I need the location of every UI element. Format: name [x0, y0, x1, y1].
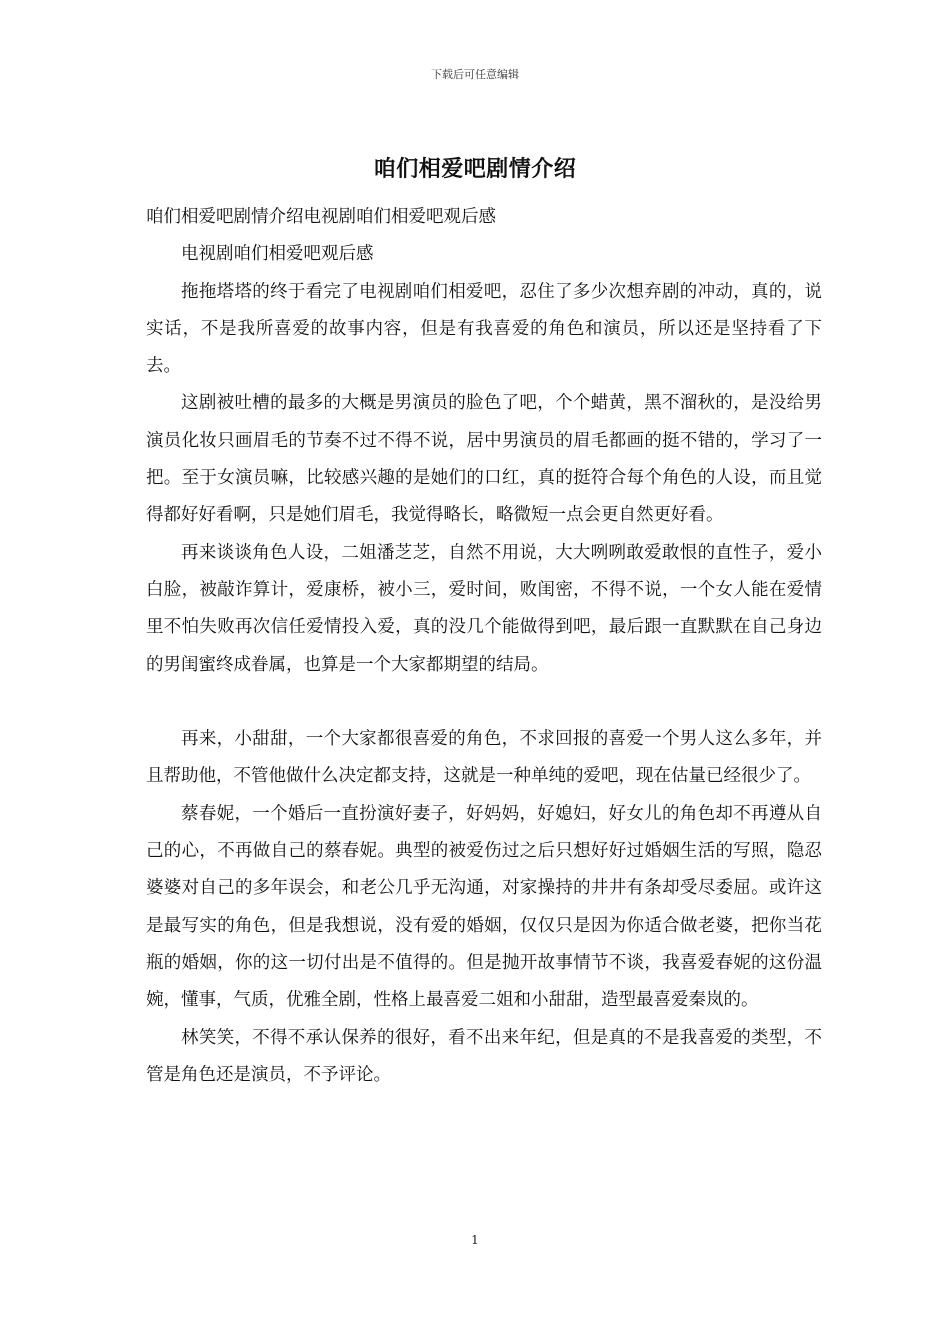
section-heading: 电视剧咱们相爱吧观后感	[181, 244, 374, 265]
page-number: 1	[471, 1233, 479, 1247]
paragraph-1: 拖拖塔塔的终于看完了电视剧咱们相爱吧，忍住了多少次想弃剧的冲动，真的，说实话，不是我所喜爱的故事内容，但是有我喜爱的角色和演员，所以还是坚持看了下去。	[146, 281, 822, 377]
document-title: 咱们相爱吧剧情介绍	[373, 156, 577, 182]
paragraph-6: 林笑笑，不得不承认保养的很好，看不出来年纪，但是真的不是我喜爱的类型，不管是角色还是演员，不予评论。	[146, 1027, 822, 1085]
paragraph-5: 蔡春妮，一个婚后一直扮演好妻子，好妈妈，好媳妇，好女儿的角色却不再遵从自己的心，不再做自己的蔡春妮。典型的被爱伤过之后只想好好过婚姻生活的写照，隐忍婆婆对自己的多年误会，和老公几乎无沟通，对家操持的井井有条却受尽委屈。或许这是最写实的角色，但是我想说，没有爱的婚姻，仅仅只是因为你适合做老婆，把你当花瓶的婚姻，你的这一切付出是不值得的。但是抛开故事情节不谈，我喜爱春妮的这份温婉，懂事，气质，优雅全剧，性格上最喜爱二姐和小甜甜，造型最喜爱秦岚的。	[146, 803, 822, 1011]
document-body	[146, 199, 822, 1094]
paragraph-3: 再来谈谈角色人设，二姐潘芝芝，自然不用说，大大咧咧敢爱敢恨的直性子，爱小白脸，被敲诈算计，爱康桥，被小三，爱时间，败闺密，不得不说，一个女人能在爱情里不怕失败再次信任爱情投入爱，真的没几个能做得到吧，最后跟一直默默在自己身边的男闺蜜终成眷属，也算是一个大家都期望的结局。	[146, 542, 822, 675]
paragraph-4: 再来，小甜甜，一个大家都很喜爱的角色，不求回报的喜爱一个男人这么多年，并且帮助他，不管他做什么决定都支持，这就是一种单纯的爱吧，现在估量已经很少了。	[146, 729, 822, 787]
document-subtitle: 咱们相爱吧剧情介绍电视剧咱们相爱吧观后感	[146, 207, 496, 227]
page-header-note: 下载后可任意编辑	[431, 68, 519, 81]
paragraph-2: 这剧被吐槽的最多的大概是男演员的脸色了吧，个个蜡黄，黑不溜秋的，是没给男演员化妆只画眉毛的节奏不过不得不说，居中男演员的眉毛都画的挺不错的，学习了一把。至于女演员嘛，比较感兴趣的是她们的口红，真的挺符合每个角色的人设，而且觉得都好好看啊，只是她们眉毛，我觉得略长，略微短一点会更自然更好看。	[146, 393, 822, 526]
blank-line	[146, 684, 822, 721]
